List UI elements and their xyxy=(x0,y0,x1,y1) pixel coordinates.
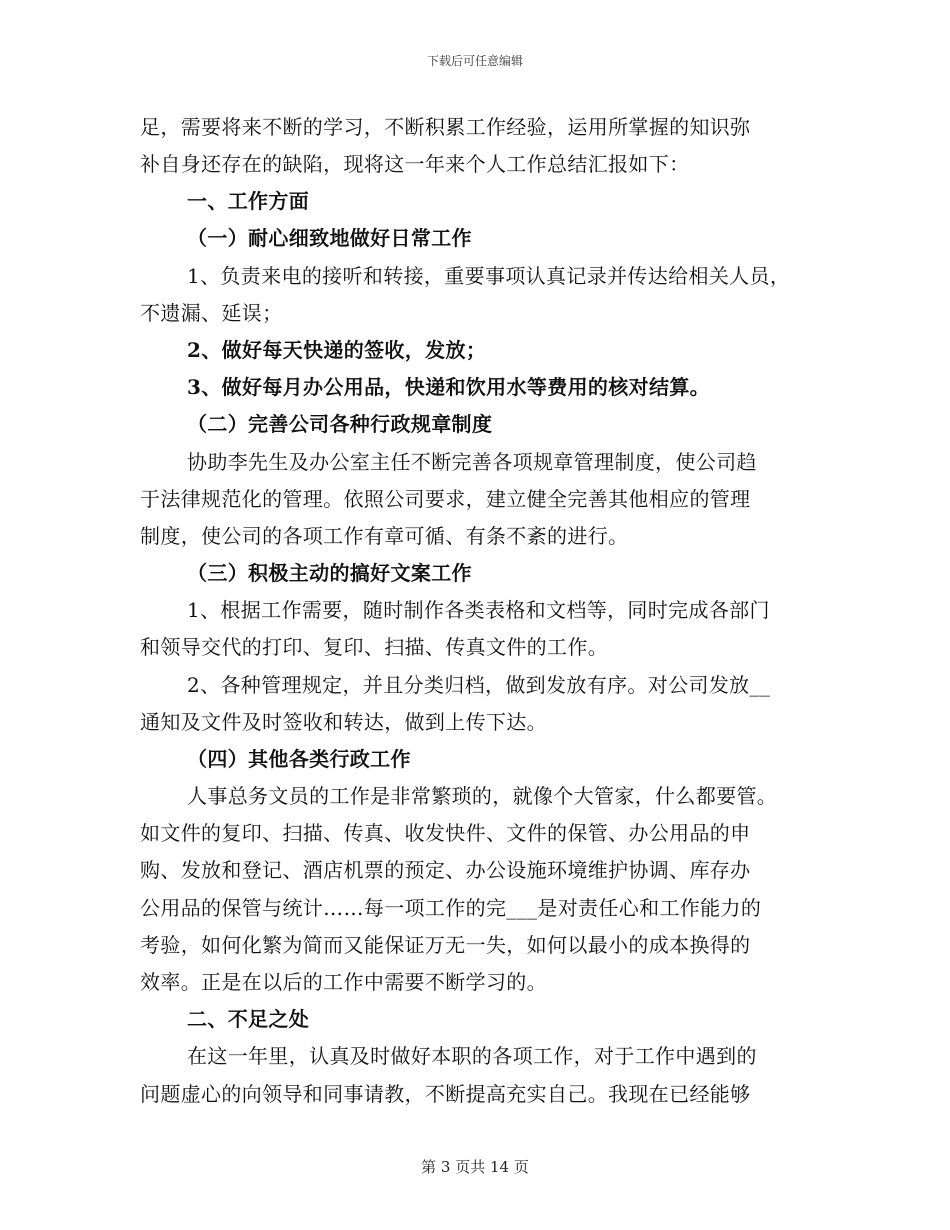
paragraph-line: 考验，如何化繁为简而又能保证万无一失，如何以最小的成本换得的 xyxy=(140,933,751,957)
subsection-heading: （三）积极主动的搞好文案工作 xyxy=(187,561,472,585)
paragraph-line: 人事总务文员的工作是非常繁琐的，就像个大管家，什么都要管。 xyxy=(187,784,778,808)
page-footer: 第 3 页共 14 页 xyxy=(421,1158,529,1176)
paragraph-line: 通知及文件及时签收和转达，做到上传下达。 xyxy=(140,710,547,734)
paragraph-line: 效率。正是在以后的工作中需要不断学习的。 xyxy=(140,970,547,994)
section-heading: 一、工作方面 xyxy=(187,189,310,213)
subsection-heading: （一）耐心细致地做好日常工作 xyxy=(187,226,472,250)
paragraph-line: 协助李先生及办公室主任不断完善各项规章管理制度，使公司趋 xyxy=(187,450,757,474)
paragraph-line: 于法律规范化的管理。依照公司要求，建立健全完善其他相应的管理 xyxy=(140,487,751,511)
paragraph-line: 如文件的复印、扫描、传真、收发快件、文件的保管、办公用品的申 xyxy=(140,821,751,845)
paragraph-line: 补自身还存在的缺陷，现将这一年来个人工作总结汇报如下： xyxy=(140,152,690,176)
paragraph-line: 1、根据工作需要，随时制作各类表格和文档等，同时完成各部门 xyxy=(187,598,770,622)
paragraph-line: 2、各种管理规定，并且分类归档，做到发放有序。对公司发放__ xyxy=(187,673,771,697)
paragraph-line: 公用品的保管与统计……每一项工作的完___是对责任心和工作能力的 xyxy=(140,896,762,920)
paragraph-line: 购、发放和登记、酒店机票的预定、办公设施环境维护协调、库存办 xyxy=(140,858,751,882)
subsection-heading: （二）完善公司各种行政规章制度 xyxy=(187,412,493,436)
paragraph-line: 不遗漏、延误； xyxy=(140,301,283,325)
paragraph-line: 在这一年里，认真及时做好本职的各项工作，对于工作中遇到的 xyxy=(187,1044,757,1068)
paragraph-line: 制度，使公司的各项工作有章可循、有条不紊的进行。 xyxy=(140,524,629,548)
paragraph-line: 和领导交代的打印、复印、扫描、传真文件的工作。 xyxy=(140,635,609,659)
section-heading: 二、不足之处 xyxy=(187,1007,310,1031)
subsection-heading: （四）其他各类行政工作 xyxy=(187,747,411,771)
list-item: 3、做好每月办公用品，快递和饮用水等费用的核对结算。 xyxy=(187,375,711,399)
page-header: 下载后可任意编辑 xyxy=(426,54,523,68)
paragraph-line: 足，需要将来不断的学习，不断积累工作经验，运用所掌握的知识弥 xyxy=(140,115,751,139)
paragraph-line: 问题虚心的向领导和同事请教，不断提高充实自己。我现在已经能够 xyxy=(140,1082,751,1106)
list-item: 2、做好每天快递的签收，发放； xyxy=(187,338,487,362)
paragraph-line: 1、负责来电的接听和转接，重要事项认真记录并传达给相关人员， xyxy=(187,264,791,288)
